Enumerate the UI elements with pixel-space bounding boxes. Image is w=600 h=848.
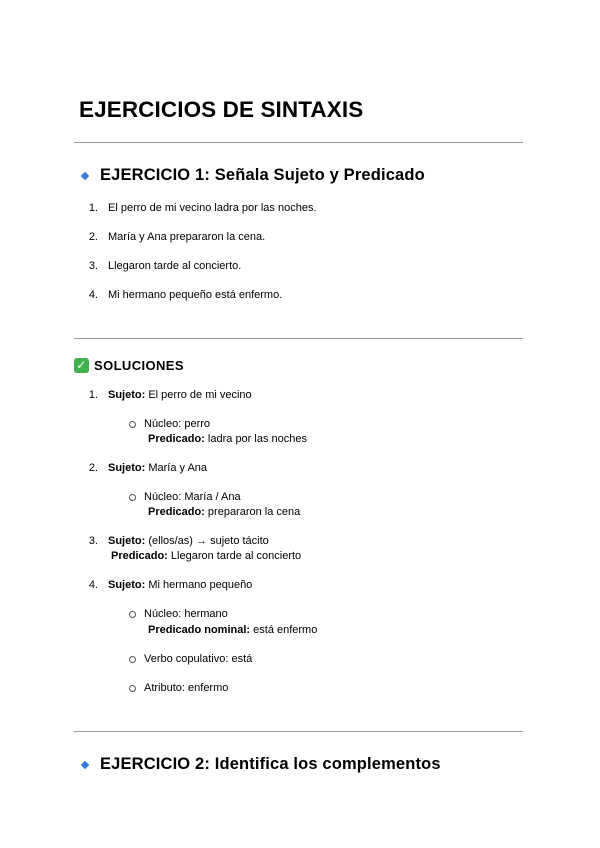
list-number: 1. xyxy=(88,389,98,401)
solution-4-attribute: Atributo: enfermo xyxy=(144,682,229,694)
solution-2-predicate xyxy=(148,506,300,518)
exercise-1-title: EJERCICIO 1: Señala Sujeto y Predicado xyxy=(100,166,425,184)
hollow-bullet-icon xyxy=(129,421,136,428)
label: Predicado: xyxy=(148,433,205,445)
blue-diamond-icon xyxy=(81,171,89,179)
solution-1-subject xyxy=(108,389,252,401)
list-number: 3. xyxy=(88,260,98,272)
solution-4-nucleus: Núcleo: hermano xyxy=(144,608,228,620)
hollow-bullet-icon xyxy=(129,494,136,501)
solutions-title: SOLUCIONES xyxy=(94,358,184,373)
list-item: Llegaron tarde al concierto. xyxy=(108,260,242,272)
value: (ellos/as) → sujeto tácito xyxy=(148,535,269,547)
blue-diamond-icon xyxy=(81,760,89,768)
value: Mi hermano pequeño xyxy=(148,579,253,591)
list-number: 4. xyxy=(88,579,98,591)
solution-1-nucleus: Núcleo: perro xyxy=(144,418,211,430)
hollow-bullet-icon xyxy=(129,611,136,618)
hollow-bullet-icon xyxy=(129,685,136,692)
value: está enfermo xyxy=(253,624,318,636)
solution-2-subject xyxy=(108,462,207,474)
document-title: EJERCICIOS DE SINTAXIS xyxy=(79,97,364,122)
value: Llegaron tarde al concierto xyxy=(170,550,302,562)
label: Sujeto: xyxy=(108,535,146,547)
exercise-1-heading xyxy=(79,166,425,185)
label: Predicado: xyxy=(148,506,205,518)
divider xyxy=(74,142,523,143)
solution-2-nucleus: Núcleo: María / Ana xyxy=(144,491,241,503)
green-check-icon: ✓ xyxy=(74,358,89,373)
solution-4-verb: Verbo copulativo: está xyxy=(144,653,253,665)
solution-3-predicate xyxy=(111,550,301,562)
solution-4-subject xyxy=(108,579,252,591)
label: Sujeto: xyxy=(108,579,146,591)
solutions-heading xyxy=(74,358,184,373)
solution-4-predicate xyxy=(148,624,317,636)
list-number: 2. xyxy=(88,231,98,243)
list-item: El perro de mi vecino ladra por las noches. xyxy=(108,202,317,214)
hollow-bullet-icon xyxy=(129,656,136,663)
list-item: María y Ana prepararon la cena. xyxy=(108,231,266,243)
exercise-2-heading xyxy=(79,755,441,774)
list-number: 1. xyxy=(88,202,98,214)
value: El perro de mi vecino xyxy=(148,389,252,401)
label: Sujeto: xyxy=(108,389,146,401)
exercise-2-title: EJERCICIO 2: Identifica los complementos xyxy=(100,755,441,773)
value: prepararon la cena xyxy=(207,506,301,518)
divider xyxy=(74,338,523,339)
list-item: Mi hermano pequeño está enfermo. xyxy=(108,289,283,301)
label: Predicado: xyxy=(111,550,168,562)
label: Predicado nominal: xyxy=(148,624,251,636)
solution-3-subject xyxy=(108,535,269,547)
list-number: 4. xyxy=(88,289,98,301)
value: María y Ana xyxy=(148,462,208,474)
value: ladra por las noches xyxy=(207,433,307,445)
solution-1-predicate xyxy=(148,433,307,445)
list-number: 3. xyxy=(88,535,98,547)
label: Sujeto: xyxy=(108,462,146,474)
divider xyxy=(74,731,523,732)
list-number: 2. xyxy=(88,462,98,474)
